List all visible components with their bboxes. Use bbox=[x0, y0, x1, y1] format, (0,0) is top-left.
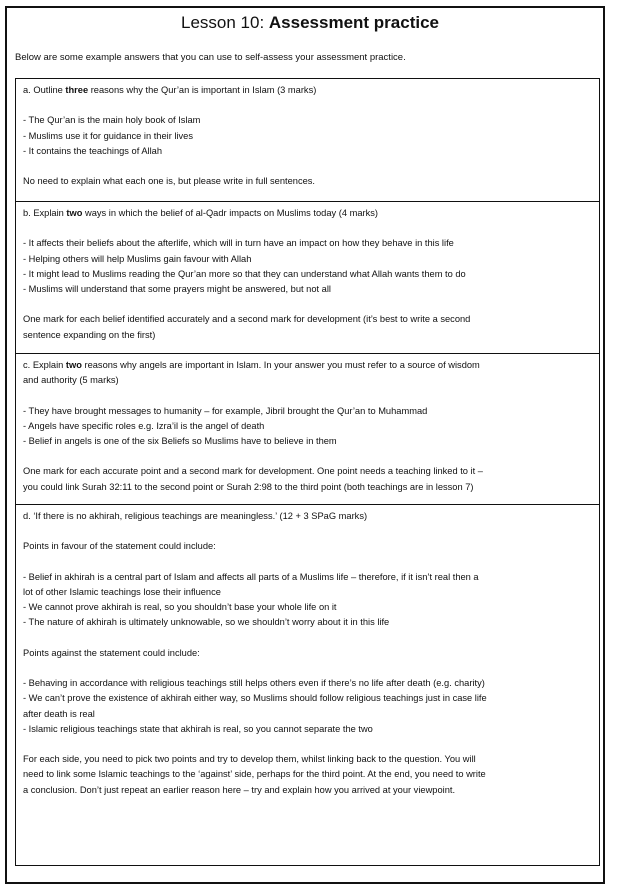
section-b-point: - Muslims will understand that some prayers might be answered, but not all bbox=[23, 284, 331, 294]
section-d-favour-line: lot of other Islamic teachings lose their influence bbox=[23, 586, 221, 597]
section-d-guidance: need to link some Islamic teachings to the ‘against’ side, perhaps for the third point. At the end, you need to write bbox=[23, 769, 486, 780]
section-d-against-line: - Islamic religious teachings state that akhirah is real, so you cannot separate the two bbox=[23, 723, 373, 734]
section-d-against-line: - We can’t prove the existence of akhirah either way, so Muslims should follow religious teachings just in case life bbox=[23, 693, 487, 704]
section-d-against-line: after death is real bbox=[23, 708, 95, 719]
section-d-favour-heading: Points in favour of the statement could include: bbox=[23, 541, 216, 552]
section-c-box bbox=[15, 353, 600, 505]
section-b-question: b. Explain two ways in which the belief of al-Qadr impacts on Muslims today (4 marks) bbox=[23, 208, 378, 218]
title-prefix: Lesson 10: bbox=[181, 13, 269, 32]
section-d-guidance: For each side, you need to pick two points and try to develop them, whilst linking back to the question. You will bbox=[23, 754, 476, 765]
section-b-point: - It affects their beliefs about the afterlife, which will in turn have an impact on how they behave in this life bbox=[23, 238, 454, 249]
page-title bbox=[0, 12, 620, 34]
section-c-note: you could link Surah 32:11 to the second point or Surah 2:98 to the third point (both teachings are in lesson 7) bbox=[23, 481, 474, 492]
section-a-question: a. Outline three reasons why the Qur’an is important in Islam (3 marks) bbox=[23, 85, 317, 95]
section-d-question: d. ‘If there is no akhirah, religious teachings are meaningless.’ (12 + 3 SPaG marks) bbox=[23, 511, 368, 521]
section-a-point: - The Qur’an is the main holy book of Islam bbox=[23, 115, 201, 126]
section-a-note: No need to explain what each one is, but please write in full sentences. bbox=[23, 176, 315, 187]
section-c-question: c. Explain two reasons why angels are important in Islam. In your answer you must refer to a source of wisdom bbox=[23, 360, 480, 370]
section-c-note: One mark for each accurate point and a second mark for development. One point needs a teaching linked to it – bbox=[23, 466, 483, 477]
section-b-point: - It might lead to Muslims reading the Qur’an more so that they can understand what Allah wants them to do bbox=[23, 268, 466, 279]
section-c-point: - Belief in angels is one of the six Beliefs so Muslims have to believe in them bbox=[23, 436, 337, 446]
section-b-note: One mark for each belief identified accurately and a second mark for development (it’s best to write a second bbox=[23, 314, 471, 325]
section-d-against-line: - Behaving in accordance with religious teachings still helps others even if there’s no life after death (e.g. charity) bbox=[23, 678, 485, 689]
section-d-against-heading: Points against the statement could include: bbox=[23, 647, 200, 658]
title-bold: Assessment practice bbox=[268, 13, 439, 32]
section-c-question-cont: and authority (5 marks) bbox=[23, 375, 119, 386]
section-d-guidance: a conclusion. Don’t just repeat an earlier reason here – try and explain how you arrived at your viewpoint. bbox=[23, 784, 456, 795]
section-b-box bbox=[15, 201, 600, 354]
section-d-favour-line: - We cannot prove akhirah is real, so you shouldn’t base your whole life on it bbox=[23, 602, 337, 613]
section-b-note: sentence expanding on the first) bbox=[23, 329, 156, 340]
section-b-point: - Helping others will help Muslims gain favour with Allah bbox=[23, 253, 252, 264]
section-d-favour-line: - The nature of akhirah is ultimately unknowable, so we shouldn’t worry about it in this life bbox=[23, 617, 390, 628]
section-d-box bbox=[15, 504, 600, 866]
section-d-favour-line: - Belief in akhirah is a central part of Islam and affects all parts of a Muslims life – therefore, if it isn’t real then a bbox=[23, 571, 479, 582]
section-c-point: - Angels have specific roles e.g. Izra’il is the angel of death bbox=[23, 420, 265, 431]
section-a-point: - Muslims use it for guidance in their lives bbox=[23, 130, 193, 141]
section-a-box bbox=[15, 78, 600, 202]
intro-text: Below are some example answers that you can use to self-assess your assessment practice. bbox=[15, 52, 406, 63]
section-c-point: - They have brought messages to humanity – for example, Jibril brought the Qur’an to Muhammad bbox=[23, 405, 428, 416]
section-a-point: - It contains the teachings of Allah bbox=[23, 145, 163, 156]
